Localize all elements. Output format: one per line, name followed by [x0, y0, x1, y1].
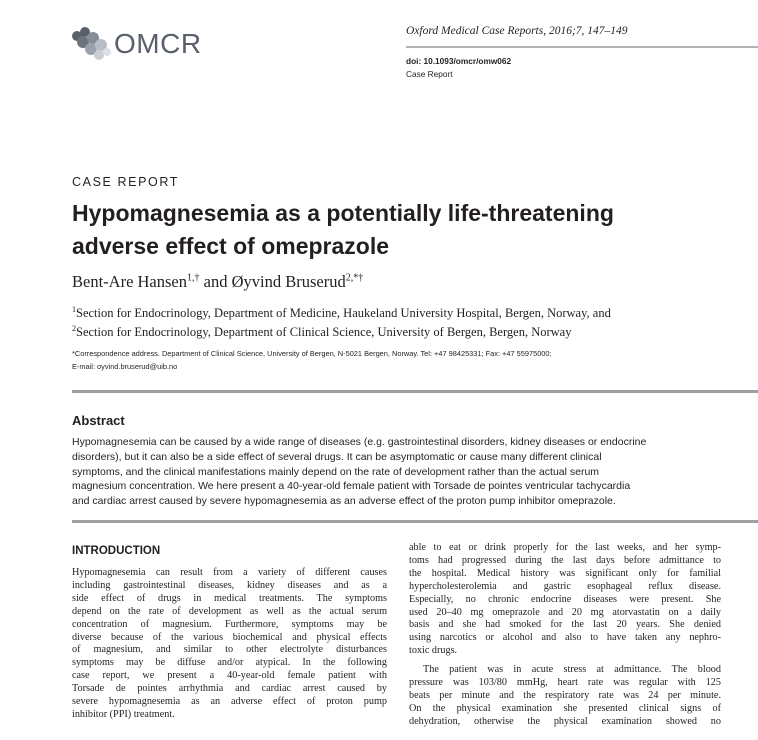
- body-line: Especially, no chronic endocrine diseases were present. She: [409, 593, 721, 605]
- title-line-1: Hypomagnesemia as a potentially life-threatening: [72, 200, 614, 226]
- body-line: beats per minute and the respiratory rate was 24 per minute.: [409, 689, 721, 701]
- abstract-line: and cardiac arrest caused by severe hypomagnesemia as an adverse effect of the proton pump inhibitor omeprazole.: [72, 495, 616, 508]
- author-1-affiliation-marker: 1,†: [187, 272, 200, 284]
- body-line: symptoms may be diffuse and/or atypical. In the following: [72, 657, 387, 669]
- section-label: CASE REPORT: [72, 175, 179, 189]
- body-line: severe hypomagnesemia as an adverse effect of proton pump: [72, 696, 387, 708]
- body-line: basis and she had smoked for the last 20 years. She denied: [409, 619, 721, 631]
- abstract-heading: Abstract: [72, 413, 125, 428]
- journal-citation: Oxford Medical Case Reports, 2016;7, 147–149: [406, 25, 628, 37]
- author-list: [72, 272, 363, 292]
- right-column-text: [409, 542, 721, 729]
- affiliation-2-marker: 2: [72, 324, 76, 333]
- body-line: concentration of magnesium. Furthermore, symptoms may be: [72, 618, 387, 630]
- body-line: used 20–40 mg omeprazole and 20 mg atorvastatin on a daily: [409, 606, 721, 618]
- body-line: toxic drugs.: [409, 645, 458, 657]
- correspondence-email[interactable]: E-mail: oyvind.bruserud@uib.no: [72, 362, 178, 371]
- body-line: Torsade de pointes arrhythmia and cardiac arrest caused by: [72, 683, 387, 695]
- body-line: able to eat or drink properly for the last weeks, and her symp-: [409, 542, 721, 553]
- body-line: case report, we present a 40-year-old female patient with: [72, 670, 387, 682]
- correspondence-address: *Correspondence address. Department of Clinical Science, University of Bergen, N-5021 Bergen, Norway. Tel: +47 98425331; Fax: +47 55975000;: [72, 349, 552, 358]
- affiliation-1-marker: 1: [72, 305, 76, 314]
- body-line: the hospital. Medical history was significant only for familial: [409, 567, 721, 579]
- body-line: diverse because of the various biochemical and physical effects: [72, 631, 387, 643]
- logo-wordmark: OMCR: [114, 28, 202, 59]
- body-line: depend on the rate of development as well as the actual serum: [72, 605, 387, 617]
- abstract-line: Hypomagnesemia can be caused by a wide range of diseases (e.g. gastrointestinal disorders, kidney diseases or endocrine: [72, 436, 647, 448]
- left-column-text: [72, 567, 387, 722]
- body-line: including gastrointestinal diseases, kidney diseases and as a: [72, 579, 387, 591]
- body-line: Hypomagnesemia can result from a variety of different causes: [72, 567, 387, 578]
- affiliation-1-text: Section for Endocrinology, Department of Medicine, Haukeland University Hospital, Bergen, Norway, and: [76, 306, 611, 321]
- abstract-bottom-rule: [72, 520, 758, 523]
- body-line: dehydration, otherwise the physical examination showed no: [409, 715, 721, 727]
- body-line: toms had progressed during the last days before admittance to: [409, 554, 721, 566]
- abstract-body: [72, 435, 758, 509]
- affiliation-2: [72, 324, 571, 340]
- author-connector: and: [199, 272, 232, 291]
- header-divider: [406, 46, 758, 48]
- abstract-line: magnesium concentration. We here present a 40-year-old female patient with Torsade de pointes ventricular tachycardia: [72, 480, 631, 493]
- body-line: using narcotics or alcohol and also to have taken any nephro-: [409, 632, 721, 644]
- body-line: pressure was 103/80 mmHg, heart rate was regular with 125: [409, 677, 721, 689]
- article-title: [72, 197, 712, 263]
- abstract-line: disorders), but it can also be a side effect of several drugs. It can be asymptomatic or cause many different clinical: [72, 450, 602, 463]
- body-line: of magnesium, and similar to other electrolyte disturbances: [72, 644, 387, 656]
- article-type: Case Report: [406, 69, 453, 79]
- author-2-affiliation-marker: 2,*†: [345, 272, 364, 284]
- body-line: side effect of drugs in medical treatments. The symptoms: [72, 592, 387, 604]
- title-line-2: adverse effect of omeprazole: [72, 233, 390, 259]
- affiliation-1: [72, 305, 611, 321]
- affiliation-2-text: Section for Endocrinology, Department of Clinical Science, University of Bergen, Bergen, Norway: [76, 325, 572, 340]
- abstract-top-rule: [72, 390, 758, 393]
- doi-link[interactable]: doi: 10.1093/omcr/omw062: [406, 56, 512, 66]
- body-line: On the physical examination she presented clinical signs of: [409, 702, 721, 714]
- body-line: hypercholesterolemia and gastric esophageal reflux disease.: [409, 580, 721, 592]
- introduction-heading: INTRODUCTION: [72, 545, 161, 557]
- body-line: inhibitor (PPI) treatment.: [72, 708, 175, 720]
- author-2[interactable]: Øyvind Bruserud: [231, 272, 346, 291]
- author-1[interactable]: Bent-Are Hansen: [72, 272, 188, 291]
- body-line: The patient was in acute stress at admittance. The blood: [423, 664, 721, 676]
- abstract-line: symptoms, and the clinical manifestations mainly depend on the rate of development rather than the actual serum: [72, 465, 600, 478]
